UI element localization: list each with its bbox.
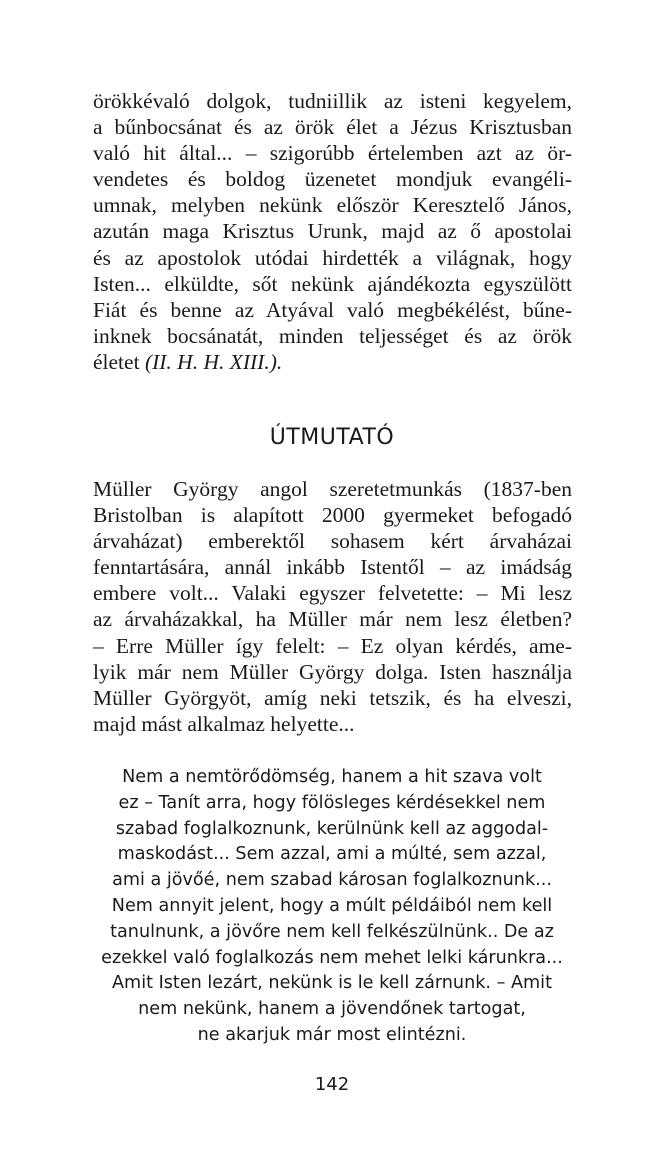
text-line: ez – Tanít arra, hogy fölösleges kérdésekkel nem [118,792,546,813]
text-line: – Erre Müller így felelt: – Ez olyan kérdés, ame- [93,633,572,658]
text-line: Bristolban is alapított 2000 gyermeket befogadó [93,503,572,528]
text-line: ami a jövőé, nem szabad károsan foglalkoznunk... [112,870,552,891]
citation-reference: (II. H. H. XIII.). [144,349,283,374]
text-line: a bűnbocsánat és az örök élet a Jézus Krisztusban [93,115,572,140]
text-line: az árvaházakkal, ha Müller már nem lesz életben? [93,607,572,632]
text-line: Nem a nemtörődömség, hanem a hit szava volt [122,767,542,787]
text-line: örökkévaló dolgok, tudniillik az isteni kegyelem, [93,89,572,113]
text-line: Müller György angol szeretetmunkás (1837-ben [93,477,572,501]
text-line: Fiát és benne az Atyával való megbékélést, bűne- [93,297,572,322]
text-line: Nem annyit jelent, hogy a múlt példáiból nem kell [111,895,553,916]
text-line: Isten... elküldte, sőt nekünk ajándékozta egyszülött [93,271,572,296]
text-line: lyik már nem Müller György dolga. Isten használja [93,659,572,684]
text-line: Amit Isten lezárt, nekünk is le kell zárnunk. – Amit [112,973,552,994]
text-line: való hit által... – szigorúbb értelemben azt az ör- [93,141,572,166]
text-line: nem nekünk, hanem a jövendőnek tartogat, [138,999,526,1020]
text-line: maskodást... Sem azzal, ami a múlté, sem azzal, [117,844,547,865]
text-line: tanulnunk, a jövőre nem kell felkészülnünk.. De az [110,921,554,942]
intro-paragraph [93,88,572,375]
reflection-paragraph [60,765,604,1049]
text-line: szabad foglalkoznunk, kerülnünk kell az aggodal- [115,818,549,839]
text-line: azután maga Krisztus Urunk, majd az ő apostolai [93,219,572,244]
guide-paragraph [93,476,572,737]
text-line: és az apostolok utódai hirdették a világnak, hogy [93,245,572,270]
section-heading: ÚTMUTATÓ [269,425,395,450]
text-line: fenntartására, annál inkább Istentől – az imádság [93,555,572,580]
text-line-last [93,349,572,375]
text-line: umnak, melyben nekünk először Keresztelő János, [93,193,572,218]
text-line-prefix: életet [93,349,145,374]
text-line: árvaházat) emberektől sohasem kért árvaházai [93,529,572,554]
text-line: ezekkel való foglalkozás nem mehet lelki kárunkra... [101,947,563,968]
text-line-last: majd mást alkalmaz helyette... [93,711,355,736]
text-line: inknek bocsánatát, minden teljességet és az örök [93,323,572,348]
text-line: vendetes és boldog üzenetet mondjuk evangéli- [93,167,572,192]
text-line: Müller Györgyöt, amíg neki tetszik, és ha elveszi, [93,685,572,710]
text-line: ne akarjuk már most elintézni. [197,1024,467,1045]
text-line: embere volt... Valaki egyszer felvetette: – Mi lesz [93,581,572,606]
page-number: 142 [314,1074,350,1095]
